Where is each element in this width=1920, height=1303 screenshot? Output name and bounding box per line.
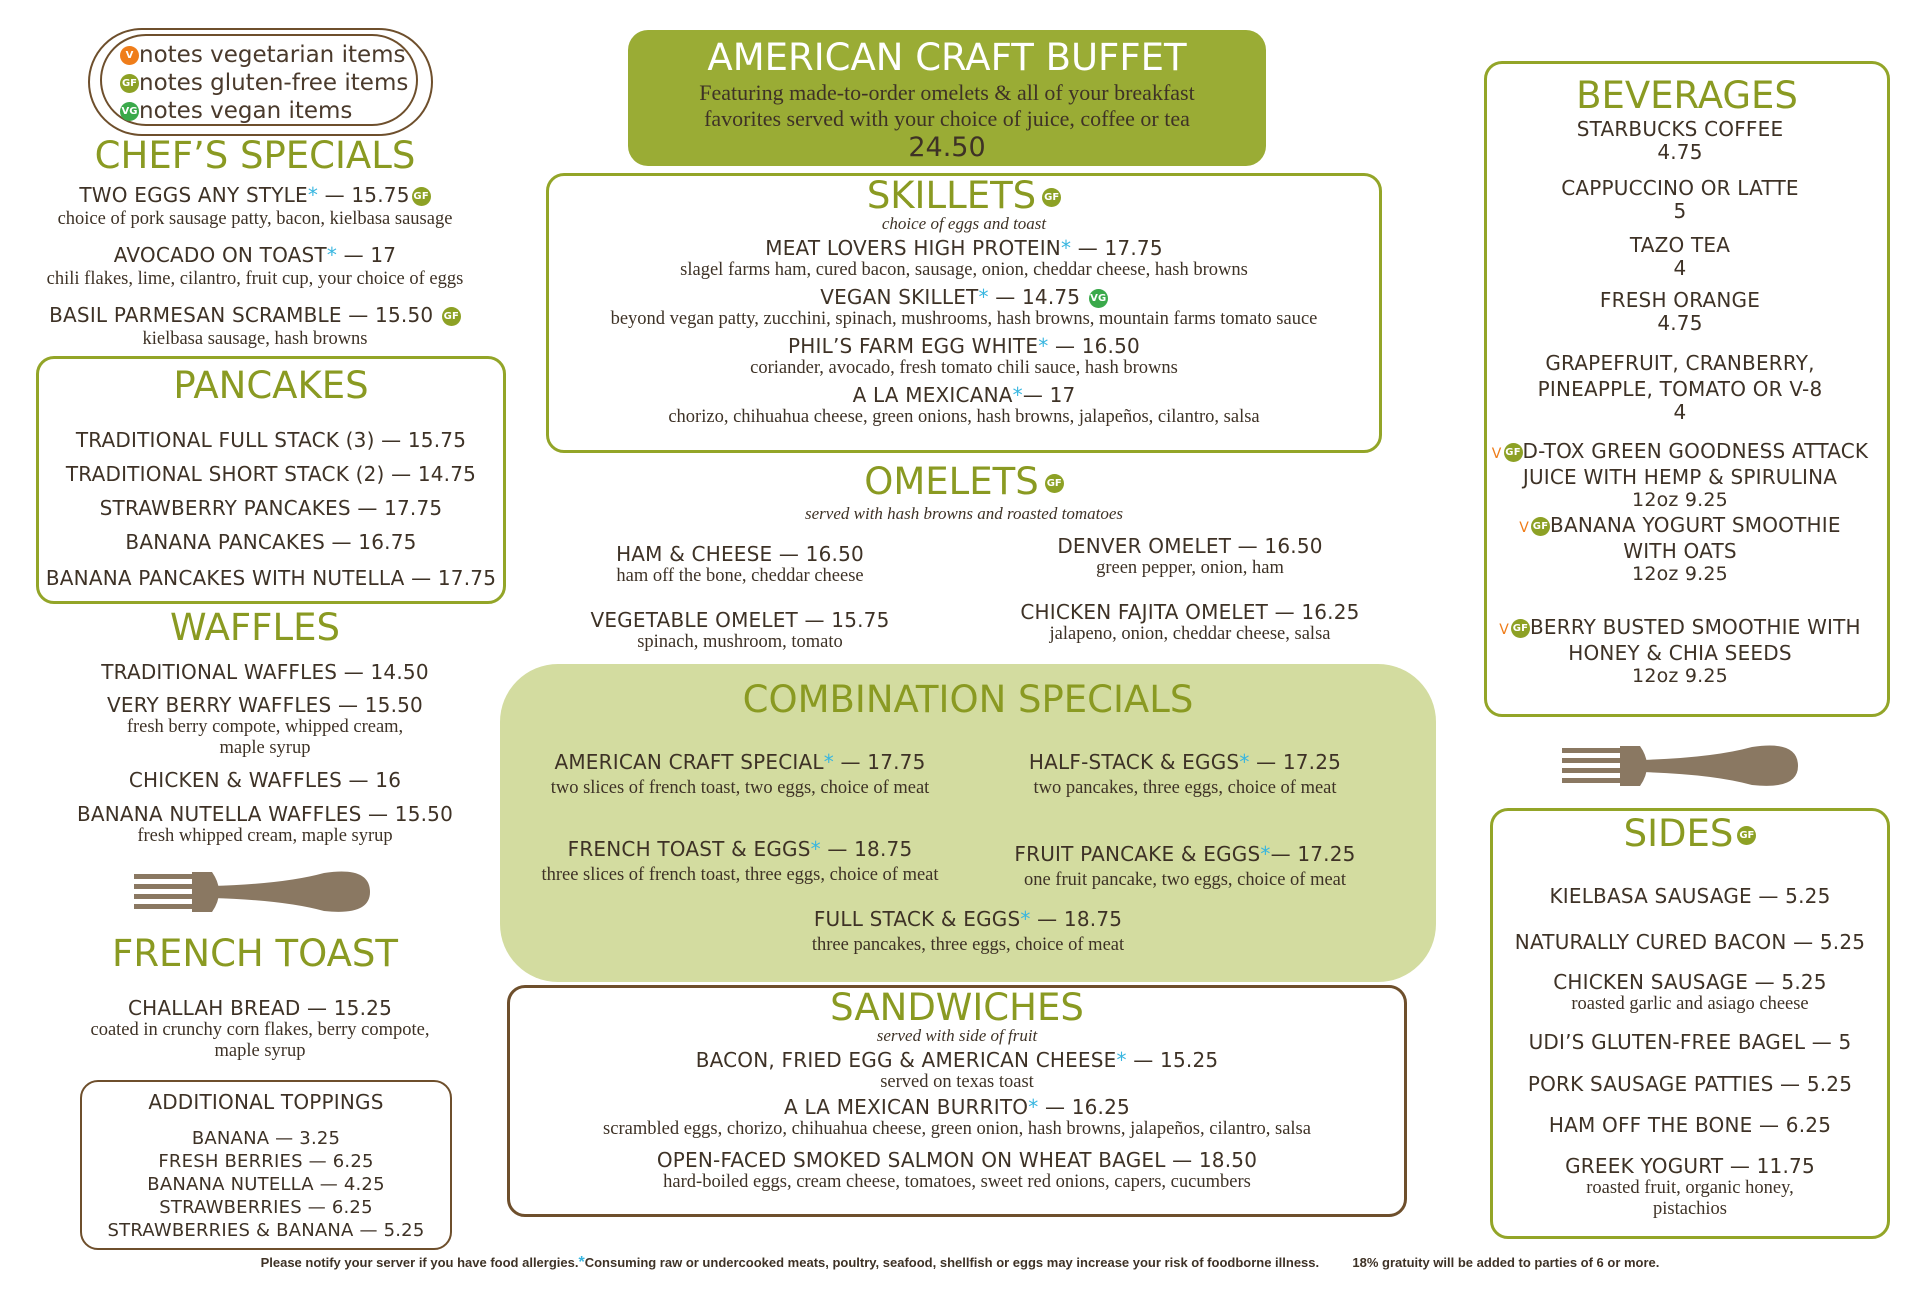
gluten-free-badge-icon: GF [1042,188,1061,207]
menu-item: TRADITIONAL FULL STACK (3) — 15.75 [75,428,467,452]
waffles-list [20,660,510,847]
beverages-title: BEVERAGES [1576,74,1798,117]
combination-specials-title: COMBINATION SPECIALS [742,678,1194,721]
beverage-price: 4.75 [1657,140,1703,164]
beverage-price: 4 [1673,256,1687,280]
beverage-price: 5 [1673,199,1687,223]
menu-item-desc: choice of pork sausage patty, bacon, kielbasa sausage [57,209,453,229]
menu-item-desc: roasted fruit, organic honey, [1586,1178,1794,1198]
beverage-price: 12oz 9.25 [1632,563,1728,585]
topping-item: STRAWBERRIES & BANANA — 5.25 [107,1220,425,1241]
pancakes-list [36,428,506,590]
menu-item-name: PORK SAUSAGE PATTIES — 5.25 [1527,1072,1853,1096]
footer-disclaimer: Please notify your server if you have food allergies.*Consuming raw or undercooked meats, poultry, seafood, shellfish or eggs may increase your risk of foodborne illness. 18% gratuity will be added to parties of 6 or more. [260,1254,1660,1271]
menu-item: BANANA PANCAKES — 16.75 [125,530,417,554]
beverage-name: STARBUCKS COFFEE [1576,117,1784,141]
menu-item-name: CHICKEN SAUSAGE — 5.25 [1553,970,1827,994]
beverage-item [1470,177,1890,223]
beverage-price: 4 [1673,400,1687,424]
fork-icon [1562,744,1798,790]
beverage-price: 12oz 9.25 [1632,489,1728,511]
menu-item-name: BACON, FRIED EGG & AMERICAN CHEESE* — 15.25 [695,1048,1219,1072]
french-toast-title: FRENCH TOAST [112,932,398,975]
menu-item-name: OPEN-FACED SMOKED SALMON ON WHEAT BAGEL — 18.50 [656,1148,1258,1172]
topping-item: BANANA NUTELLA — 4.25 [147,1174,385,1195]
menu-item-name: FULL STACK & EGGS* — 18.75 [813,907,1123,931]
menu-item-name: CHICKEN & WAFFLES — 16 [128,768,402,792]
menu-item-name: PHIL’S FARM EGG WHITE* — 16.50 [788,334,1140,358]
beverage-name: TAZO TEA [1629,233,1731,257]
menu-item-desc: maple syrup [214,1041,306,1061]
menu-item-desc: served on texas toast [880,1072,1034,1092]
omelets-subtitle: served with hash browns and roasted tomatoes [805,504,1123,523]
menu-item-name: BASIL PARMESAN SCRAMBLE — 15.50 GF [49,303,460,327]
sides-list [1490,884,1890,1220]
beverage-name: PINEAPPLE, TOMATO OR V-8 [1537,377,1823,401]
beverage-name: GRAPEFRUIT, CRANBERRY, [1545,351,1815,375]
buffet-price: 24.50 [908,132,986,163]
menu-item-desc: two pancakes, three eggs, choice of meat [1033,778,1337,798]
menu-item-desc: jalapeno, onion, cheddar cheese, salsa [1049,624,1331,644]
beverage-price: 4.75 [1657,311,1703,335]
gluten-free-badge-icon: GF [120,74,139,93]
waffles-title: WAFFLES [170,606,340,649]
gluten-free-badge-icon: GF [1511,619,1530,638]
beverage-name: CAPPUCCINO OR LATTE [1561,176,1799,200]
beverage-price: 12oz 9.25 [1632,665,1728,687]
beverage-item [1470,350,1890,422]
omelets-title: OMELETS GF [864,460,1062,503]
beverage-name: V GFBERRY BUSTED SMOOTHIE WITH [1499,615,1861,639]
combo-french-toast [520,837,960,886]
vegetarian-badge-icon: V [1519,520,1530,536]
combo-half-stack [975,750,1395,799]
beverage-item [1470,440,1890,512]
beverage-name: V GFD-TOX GREEN GOODNESS ATTACK [1491,439,1869,463]
sandwiches-title: SANDWICHES [830,986,1084,1029]
menu-item-desc: one fruit pancake, two eggs, choice of meat [1023,870,1347,890]
menu-item-name: CHICKEN FAJITA OMELET — 16.25 [1020,600,1360,624]
menu-item-desc: beyond vegan patty, zucchini, spinach, mushrooms, hash browns, mountain farms tomato sauce [610,309,1318,329]
legend-row-vegan [118,98,352,124]
omelet-ham-cheese [540,542,940,587]
menu-item-desc: chorizo, chihuahua cheese, green onions, hash browns, jalapeños, cilantro, salsa [668,407,1260,427]
sides-title: SIDES GF [1623,812,1755,855]
beverage-name: JUICE WITH HEMP & SPIRULINA [1522,465,1838,489]
menu-item: STRAWBERRY PANCAKES — 17.75 [99,496,443,520]
menu-item-name: HALF-STACK & EGGS* — 17.25 [1028,750,1342,774]
topping-item: STRAWBERRIES — 6.25 [159,1197,373,1218]
buffet-line: favorites served with your choice of juice, coffee or tea [704,106,1190,131]
vegetarian-badge-icon: V [120,46,139,65]
menu-item-name: UDI’S GLUTEN-FREE BAGEL — 5 [1528,1030,1852,1054]
skillets-title: SKILLETS GF [866,174,1060,217]
omelet-chicken-fajita [990,600,1390,645]
menu-item-desc: coriander, avocado, fresh tomato chili sauce, hash browns [750,358,1178,378]
raw-food-notice: Consuming raw or undercooked meats, poultry, seafood, shellfish or eggs may increase your risk of foodborne illness. [584,1255,1320,1270]
menu-item-name: VEGAN SKILLET* — 14.75 VG [820,285,1107,309]
menu-item-name: A LA MEXICANA*— 17 [852,383,1076,407]
menu-item-desc: fresh whipped cream, maple syrup [137,826,393,846]
sandwiches-list [507,1048,1407,1193]
buffet-description [628,80,1266,132]
buffet-line: Featuring made-to-order omelets & all of your breakfast [699,80,1195,105]
menu-item-desc: green pepper, onion, ham [1096,558,1284,578]
skillets-subtitle: choice of eggs and toast [881,214,1047,233]
beverage-item [1470,234,1890,280]
menu-item-desc: two slices of french toast, two eggs, choice of meat [550,778,930,798]
gratuity-notice: 18% gratuity will be added to parties of 6 or more. [1352,1255,1660,1270]
menu-item-name: NATURALLY CURED BACON — 5.25 [1514,930,1866,954]
menu-item-desc: spinach, mushroom, tomato [637,632,843,652]
beverage-name: HONEY & CHIA SEEDS [1568,641,1792,665]
gluten-free-badge-icon: GF [1504,443,1523,462]
legend-text: notes vegan items [139,98,353,124]
menu-item-desc: coated in crunchy corn flakes, berry compote, [90,1020,430,1040]
menu-item-desc: hard-boiled eggs, cream cheese, tomatoes, sweet red onions, capers, cucumbers [663,1172,1251,1192]
menu-item-desc: roasted garlic and asiago cheese [1571,994,1809,1014]
menu-item-desc: slagel farms ham, cured bacon, sausage, onion, cheddar cheese, hash browns [680,260,1248,280]
topping-item: FRESH BERRIES — 6.25 [158,1151,374,1172]
beverage-item [1470,118,1890,164]
allergy-notice: Please notify your server if you have food allergies. [260,1255,579,1270]
menu-item-name: A LA MEXICAN BURRITO* — 16.25 [784,1095,1130,1119]
combo-fruit-pancake [975,842,1395,891]
menu-item-name: AVOCADO ON TOAST* — 17 [113,243,397,267]
chefs-specials-list [10,183,500,350]
combo-full-stack [500,907,1436,956]
vegetarian-badge-icon: V [1499,622,1509,638]
menu-item-desc: pistachios [1653,1199,1727,1219]
beverage-item [1470,514,1890,586]
menu-item-desc: ham off the bone, cheddar cheese [616,566,864,586]
chefs-specials-title: CHEF’S SPECIALS [94,134,416,177]
topping-item: BANANA — 3.25 [191,1128,341,1149]
legend [88,28,433,136]
beverage-name: FRESH ORANGE [1599,288,1761,312]
beverage-item [1470,616,1890,688]
omelet-vegetable [540,608,940,653]
gluten-free-badge-icon: GF [1737,826,1756,845]
french-toast-list [20,996,500,1062]
menu-item-desc: fresh berry compote, whipped cream, [126,717,404,737]
menu-item-name: GREEK YOGURT — 11.75 [1565,1154,1815,1178]
vegetarian-badge-icon: V [1491,446,1502,462]
buffet-title: AMERICAN CRAFT BUFFET [707,36,1187,79]
menu-item: TRADITIONAL SHORT STACK (2) — 14.75 [65,462,477,486]
pancakes-title: PANCAKES [173,364,369,407]
combo-american-craft [520,750,960,799]
menu-item-desc: three slices of french toast, three eggs, choice of meat [541,865,939,885]
menu-item-name: FRUIT PANCAKE & EGGS*— 17.25 [1014,842,1356,866]
gluten-free-badge-icon: GF [442,307,461,326]
toppings-list [80,1128,452,1241]
menu-item-desc: kielbasa sausage, hash browns [142,329,368,349]
legend-text: notes gluten-free items [139,70,409,96]
menu-item-name: DENVER OMELET — 16.50 [1057,534,1323,558]
menu-item-name: TRADITIONAL WAFFLES — 14.50 [101,660,429,684]
menu-item-desc: scrambled eggs, chorizo, chihuahua cheese, green onion, hash browns, jalapeños, cilantro, salsa [603,1119,1311,1139]
beverages-list [1470,118,1890,688]
menu-item-name: AMERICAN CRAFT SPECIAL* — 17.75 [554,750,926,774]
menu-item-name: BANANA NUTELLA WAFFLES — 15.50 [76,802,454,826]
beverage-item [1470,289,1890,335]
skillets-list [546,236,1382,428]
menu-item-name: MEAT LOVERS HIGH PROTEIN* — 17.75 [765,236,1163,260]
menu-item-desc: maple syrup [219,738,311,758]
gluten-free-badge-icon: GF [1531,517,1550,536]
vegan-badge-icon: VG [1089,289,1108,308]
menu-item-name: TWO EGGS ANY STYLE* — 15.75 GF [79,183,429,207]
sandwiches-subtitle: served with side of fruit [876,1026,1038,1045]
menu-item: BANANA PANCAKES WITH NUTELLA — 17.75 [45,566,497,590]
gluten-free-badge-icon: GF [412,187,431,206]
menu-item-name: FRENCH TOAST & EGGS* — 18.75 [567,837,913,861]
menu-item-name: VEGETABLE OMELET — 15.75 [590,608,890,632]
menu-item-desc: three pancakes, three eggs, choice of meat [811,935,1125,955]
legend-text: notes vegetarian items [139,42,406,68]
toppings-title: ADDITIONAL TOPPINGS [148,1090,384,1114]
legend-row-vegetarian [118,42,406,68]
legend-row-gluten-free [118,70,408,96]
menu-item-name: VERY BERRY WAFFLES — 15.50 [107,693,423,717]
menu-item-desc: chili flakes, lime, cilantro, fruit cup, your choice of eggs [46,269,464,289]
omelet-denver [990,534,1390,579]
fork-icon [134,870,370,916]
menu-item-name: CHALLAH BREAD — 15.25 [127,996,392,1020]
beverage-name: WITH OATS [1623,539,1737,563]
vegan-badge-icon: VG [120,102,139,121]
menu-item-name: HAM & CHEESE — 16.50 [616,542,864,566]
menu-item-name: KIELBASA SAUSAGE — 5.25 [1549,884,1831,908]
gluten-free-badge-icon: GF [1045,474,1064,493]
beverage-name: V GFBANANA YOGURT SMOOTHIE [1519,513,1841,537]
menu-item-name: HAM OFF THE BONE — 6.25 [1548,1113,1832,1137]
